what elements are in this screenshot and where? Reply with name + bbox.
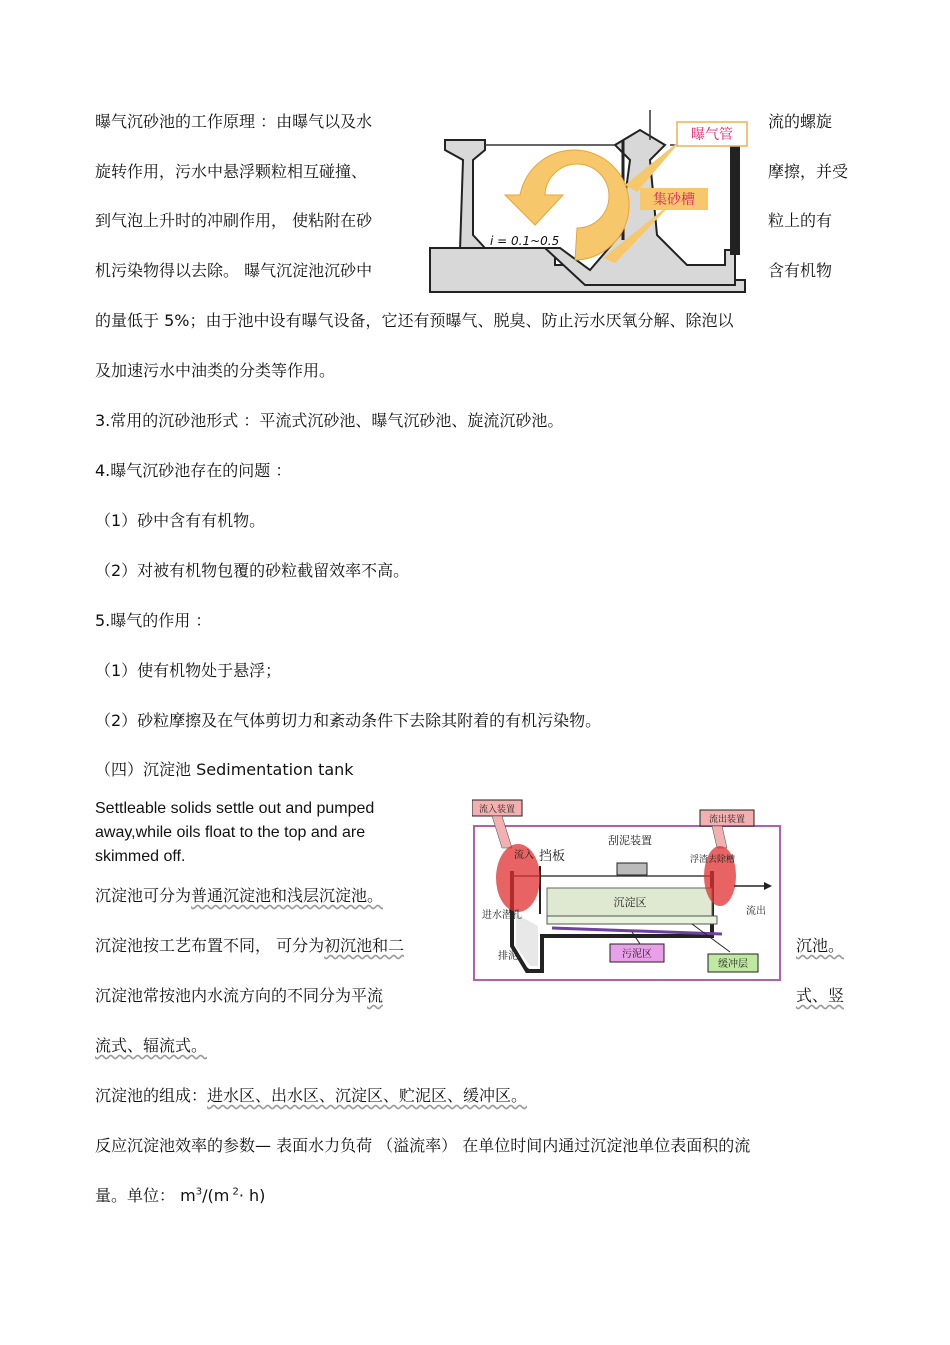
section-iv-title: （四）沉淀池 Sedimentation tank <box>95 760 354 779</box>
clarifier-line3-flow: 流 <box>367 986 384 1005</box>
clarifier-line4: 流式、辐流式。 <box>95 1036 208 1055</box>
grit-trough-label: 集砂槽 <box>653 192 695 208</box>
clarifier-line2 <box>95 936 404 956</box>
section5-item1: （1）使有机物处于悬浮； <box>95 661 282 680</box>
clarifier-line3-pre: 沉淀池常按池内水流方向的不同分为平 <box>95 986 368 1005</box>
clarifier-composition <box>95 1086 527 1106</box>
clarifier-line2-pre: 沉淀池按工艺布置不同， 可分为 <box>95 936 325 955</box>
unit-end: · h) <box>238 1186 266 1205</box>
clarifier-types: 普通沉淀池和浅层沉淀池。 <box>191 886 384 905</box>
para1-line5: 的量低于 5%；由于池中设有曝气设备，它还有预曝气、脱臭、防止污水厌氧分解、除泡以 <box>95 311 734 330</box>
para1-line1-left: 曝气沉砂池的工作原理 ：由曝气以及水 <box>95 112 373 131</box>
inflow-device-label: 流入装置 <box>478 805 516 815</box>
para1-line1-right: 流的螺旋 <box>768 112 833 131</box>
sedimentation-tank-figure <box>472 796 782 982</box>
inflow-label: 流入 <box>514 850 534 861</box>
english-description: Settleable solids settle out and pumped away,while oils float to the top and are skimmed off. <box>95 800 375 865</box>
section4-item2: （2）对被有机物包覆的砂粒截留效率不高。 <box>95 561 410 580</box>
clarifier-line3-right: 式、竖 <box>796 986 845 1005</box>
drain-label: 排泥 <box>498 951 518 962</box>
unit-sup2: 2 <box>229 1186 239 1198</box>
section5-item2: （2）砂粒摩擦及在气体剪切力和紊动条件下去除其附着的有机污染物。 <box>95 711 602 730</box>
unit-pre: 量。单位： m <box>95 1186 196 1205</box>
para1-line2-right: 摩擦，并受 <box>768 162 849 181</box>
para1-line4-right: 含有机物 <box>768 261 833 280</box>
baffle-label: 挡板 <box>538 849 566 864</box>
para1-line3-right: 粒上的有 <box>768 211 833 230</box>
clarifier-zones: 进水区、出水区、沉淀区、贮泥区、缓冲区。 <box>207 1086 528 1105</box>
outflow-device-label: 流出装置 <box>708 815 746 825</box>
para1-line2-left: 旋转作用，污水中悬浮颗粒相互碰撞、 <box>95 162 368 181</box>
unit-mid: /(m <box>202 1186 230 1205</box>
section5-title: 5.曝气的作用 ： <box>95 611 212 630</box>
scum-trough-label: 浮渣去除槽 <box>690 855 736 865</box>
section3-line: 3.常用的沉砂池形式 ：平流式沉砂池、曝气沉砂池、旋流沉砂池。 <box>95 411 564 430</box>
out-label: 流出 <box>746 906 766 917</box>
para1-line3-left: 到气泡上升时的冲刷作用， 使粘附在砂 <box>95 211 373 230</box>
section4-item1: （1）砂中含有有机物。 <box>95 511 266 530</box>
aeration-pipe-label: 曝气管 <box>691 127 733 143</box>
clarifier-line1 <box>95 886 383 906</box>
settling-zone-label: 沉淀区 <box>613 896 647 909</box>
clarifier-line3 <box>95 986 383 1006</box>
surface-loading-line: 反应沉淀池效率的参数— 表面水力负荷 （溢流率） 在单位时间内通过沉淀池单位表面积的流 <box>95 1136 751 1155</box>
unit-sup1: 3 <box>195 1186 203 1198</box>
scraper-label: 刮泥装置 <box>608 834 652 847</box>
clarifier-line1-pre: 沉淀池可分为 <box>95 886 192 905</box>
slope-label: i = 0.1~0.5 <box>490 234 560 248</box>
section4-title: 4.曝气沉砂池存在的问题 ： <box>95 461 292 480</box>
aerated-grit-chamber-figure <box>425 100 760 295</box>
clarifier-process-types: 初沉池和二 <box>324 936 405 955</box>
para1-line4-left: 机污染物得以去除。 曝气沉淀池沉砂中 <box>95 261 373 280</box>
clarifier-line2-right: 沉池。 <box>796 936 845 955</box>
buffer-layer-label: 缓冲层 <box>718 959 748 970</box>
unit-line <box>95 1186 265 1206</box>
sludge-zone-label: 污泥区 <box>622 949 652 960</box>
clarifier-composition-pre: 沉淀池的组成： <box>95 1086 208 1105</box>
para1-line6: 及加速污水中油类的分类等作用。 <box>95 361 336 380</box>
inlet-hole-label: 进水潜孔 <box>482 910 522 921</box>
